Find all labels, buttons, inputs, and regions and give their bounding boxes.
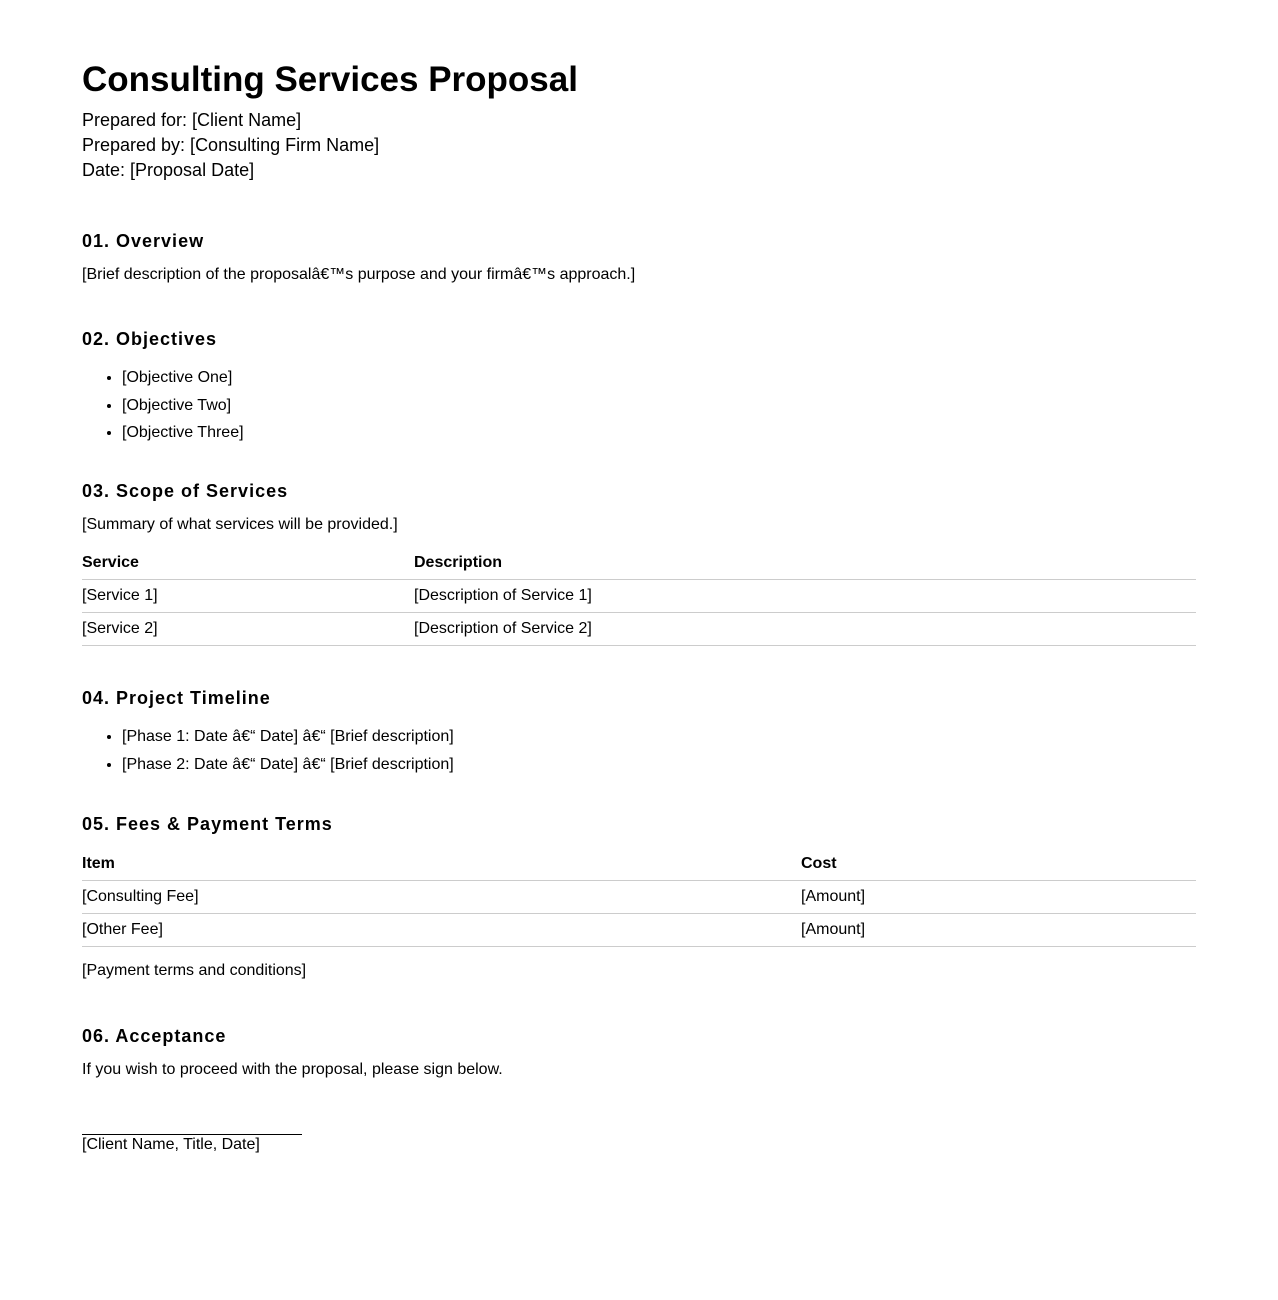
table-row bbox=[82, 613, 1196, 646]
table-cell: [Amount] bbox=[801, 880, 1196, 913]
table-cell: [Service 2] bbox=[82, 613, 414, 646]
table-header-row bbox=[82, 848, 1196, 881]
section-acceptance bbox=[82, 1024, 1196, 1154]
section-overview bbox=[82, 229, 1196, 285]
section-fees bbox=[82, 812, 1196, 981]
table-row bbox=[82, 880, 1196, 913]
table-row bbox=[82, 580, 1196, 613]
list-item: • [Phase 2: Date â€“ Date] â€“ [Brief description] bbox=[122, 755, 1196, 775]
column-header: Description bbox=[414, 547, 1196, 580]
column-header: Cost bbox=[801, 848, 1196, 881]
section-timeline bbox=[82, 686, 1196, 775]
table-cell: [Description of Service 2] bbox=[414, 613, 1196, 646]
section-heading: 04. Project Timeline bbox=[82, 688, 271, 708]
table-cell: [Amount] bbox=[801, 913, 1196, 946]
column-header: Service bbox=[82, 547, 414, 580]
table-row bbox=[82, 913, 1196, 946]
prepared-for: Prepared for: [Client Name] bbox=[82, 110, 302, 130]
acceptance-text: If you wish to proceed with the proposal, please sign below. bbox=[82, 1060, 503, 1078]
column-header: Item bbox=[82, 848, 801, 881]
fees-table bbox=[82, 848, 1196, 947]
objectives-list bbox=[82, 368, 1196, 443]
table-cell: [Other Fee] bbox=[82, 913, 801, 946]
scope-text: [Summary of what services will be provided.] bbox=[82, 516, 398, 533]
proposal-meta bbox=[82, 108, 1196, 183]
section-heading: 02. Objectives bbox=[82, 329, 218, 349]
prepared-by: Prepared by: [Consulting Firm Name] bbox=[82, 135, 380, 155]
section-heading: 05. Fees & Payment Terms bbox=[82, 813, 333, 834]
section-objectives bbox=[82, 327, 1196, 443]
overview-text: [Brief description of the proposalâ€™s purpose and your firmâ€™s approach.] bbox=[82, 266, 636, 283]
section-heading: 03. Scope of Services bbox=[82, 481, 289, 501]
services-table bbox=[82, 547, 1196, 646]
signature-line: [Client Name, Title, Date] bbox=[82, 1134, 302, 1154]
section-heading: 01. Overview bbox=[82, 231, 205, 251]
payment-terms: [Payment terms and conditions] bbox=[82, 961, 307, 979]
timeline-list bbox=[82, 727, 1196, 775]
table-cell: [Description of Service 1] bbox=[414, 580, 1196, 613]
list-item: • [Phase 1: Date â€“ Date] â€“ [Brief description] bbox=[122, 727, 1196, 747]
section-heading: 06. Acceptance bbox=[82, 1025, 227, 1046]
section-scope bbox=[82, 479, 1196, 646]
proposal-date: Date: [Proposal Date] bbox=[82, 160, 255, 180]
table-cell: [Consulting Fee] bbox=[82, 880, 801, 913]
list-item: • [Objective Two] bbox=[122, 396, 1196, 416]
list-item: • [Objective One] bbox=[122, 368, 1196, 388]
page-title: Consulting Services Proposal bbox=[82, 60, 578, 99]
table-cell: [Service 1] bbox=[82, 580, 414, 613]
table-header-row bbox=[82, 547, 1196, 580]
list-item: • [Objective Three] bbox=[122, 423, 1196, 443]
